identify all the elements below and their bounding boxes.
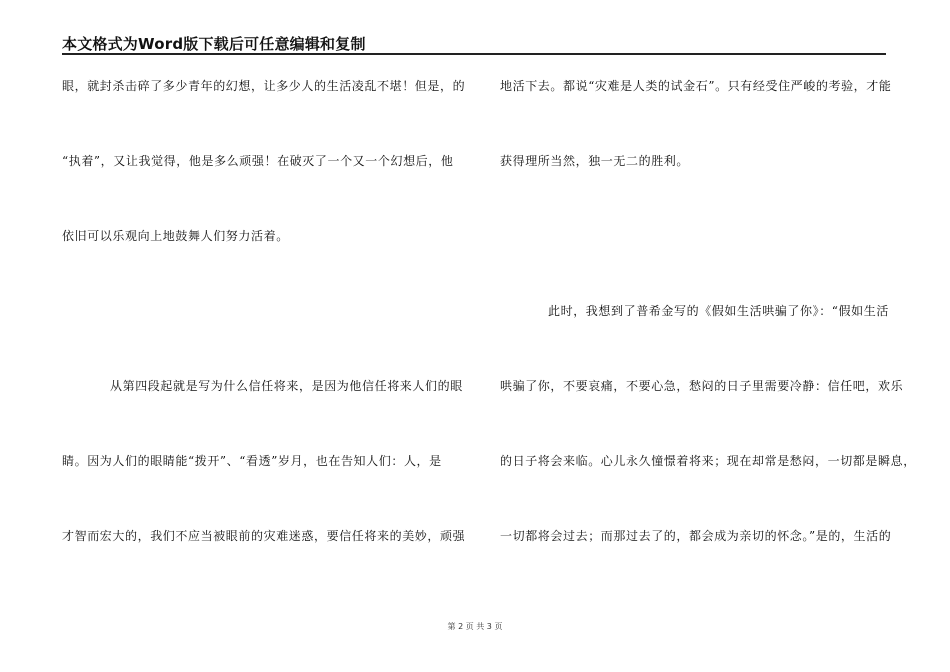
paragraph-line: 获得理所当然，独一无二的胜利。 (500, 154, 690, 168)
paragraph-line: 地活下去。都说“灾难是人类的试金石”。只有经受住严峻的考验，才能 (500, 79, 892, 93)
paragraph-line: 一切都将会过去；而那过去了的，都会成为亲切的怀念。”是的，生活的 (500, 529, 892, 543)
header-divider (62, 53, 886, 55)
document-header-title: 本文格式为Word版下载后可任意编辑和复制 (62, 35, 366, 53)
paragraph-line: 睛。因为人们的眼睛能“拨开”、“看透”岁月，也在告知人们：人，是 (62, 454, 442, 468)
paragraph-line: 此时，我想到了普希金写的《假如生活哄骗了你》：“假如生活 (548, 304, 889, 318)
paragraph-line: 依旧可以乐观向上地鼓舞人们努力活着。 (62, 229, 289, 243)
paragraph-line: 从第四段起就是写为什么信任将来，是因为他信任将来人们的眼 (110, 379, 463, 393)
page-number-footer: 第 2 页 共 3 页 (447, 622, 503, 631)
paragraph-line: 眼，就封杀击碎了多少青年的幻想，让多少人的生活凌乱不堪！但是，的 (62, 79, 466, 93)
paragraph-line: 才智而宏大的，我们不应当被眼前的灾难迷惑，要信任将来的美妙，顽强 (62, 529, 466, 543)
paragraph-line: 哄骗了你，不要哀痛，不要心急，愁闷的日子里需要冷静：信任吧，欢乐 (500, 379, 904, 393)
paragraph-line: “执着”，又让我觉得，他是多么顽强！在破灭了一个又一个幻想后，他 (62, 154, 454, 168)
paragraph-line: 的日子将会来临。心儿永久憧憬着将来；现在却常是愁闷，一切都是瞬息， (500, 454, 916, 468)
